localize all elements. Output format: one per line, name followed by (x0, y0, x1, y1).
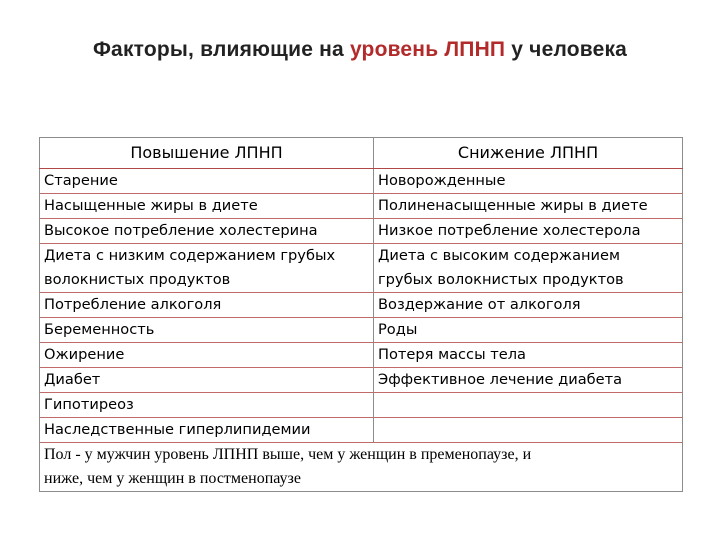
decrease-cell (374, 194, 683, 219)
cell-line: Наследственные гиперлипидемии (44, 421, 311, 438)
increase-cell (40, 169, 374, 194)
cell-line: Новорожденные (378, 172, 506, 189)
ldl-factors-table (39, 137, 683, 492)
footnote-line: ниже, чем у женщин в постменопаузе (44, 470, 301, 487)
header-decrease: Снижение ЛПНП (374, 138, 683, 169)
table-row (40, 194, 683, 219)
table-row (40, 244, 683, 293)
decrease-cell (374, 244, 683, 293)
title-accent: уровень ЛПНП (349, 38, 506, 61)
increase-cell (40, 219, 374, 244)
table-row-footnote (40, 443, 683, 492)
cell-line: Диабет (44, 371, 101, 388)
cell-line: Беременность (44, 321, 155, 338)
slide-title (0, 38, 720, 62)
cell-line: Потребление алкоголя (44, 296, 222, 313)
cell-line: Диета с высоким содержанием (378, 247, 621, 264)
decrease-cell (374, 393, 683, 418)
table-row (40, 293, 683, 318)
increase-cell (40, 194, 374, 219)
cell-line: Диета с низким содержанием грубых (44, 247, 336, 264)
cell-line: Старение (44, 172, 118, 189)
decrease-cell (374, 219, 683, 244)
cell-line: Гипотиреоз (44, 396, 134, 413)
cell-line: грубых волокнистых продуктов (378, 271, 624, 288)
increase-cell (40, 318, 374, 343)
cell-line: Ожирение (44, 346, 125, 363)
decrease-cell (374, 343, 683, 368)
increase-cell (40, 418, 374, 443)
cell-line: Роды (378, 321, 418, 338)
decrease-cell (374, 318, 683, 343)
table-header-row (40, 138, 683, 169)
table-row (40, 318, 683, 343)
footnote-line: Пол - у мужчин уровень ЛПНП выше, чем у женщин в пременопаузе, и (44, 446, 532, 463)
cell-line: Низкое потребление холестерола (378, 222, 641, 239)
cell-line: Потеря массы тела (378, 346, 526, 363)
table-row (40, 418, 683, 443)
increase-cell (40, 368, 374, 393)
title-part-1: Факторы, влияющие на (92, 38, 350, 61)
cell-line: Воздержание от алкоголя (378, 296, 581, 313)
increase-cell (40, 244, 374, 293)
table-row (40, 343, 683, 368)
increase-cell (40, 293, 374, 318)
table-row (40, 393, 683, 418)
cell-line: Высокое потребление холестерина (44, 222, 318, 239)
cell-line: волокнистых продуктов (44, 271, 231, 288)
title-part-2: у человека (505, 38, 628, 61)
decrease-cell (374, 293, 683, 318)
decrease-cell (374, 169, 683, 194)
cell-line: Полиненасыщенные жиры в диете (378, 197, 648, 214)
increase-cell (40, 393, 374, 418)
decrease-cell (374, 368, 683, 393)
cell-line: Насыщенные жиры в диете (44, 197, 258, 214)
table-row (40, 169, 683, 194)
table-row (40, 219, 683, 244)
table-row (40, 368, 683, 393)
increase-cell (40, 343, 374, 368)
cell-line: Эффективное лечение диабета (378, 371, 623, 388)
header-increase: Повышение ЛПНП (40, 138, 374, 169)
decrease-cell (374, 418, 683, 443)
footnote-cell (40, 443, 683, 492)
